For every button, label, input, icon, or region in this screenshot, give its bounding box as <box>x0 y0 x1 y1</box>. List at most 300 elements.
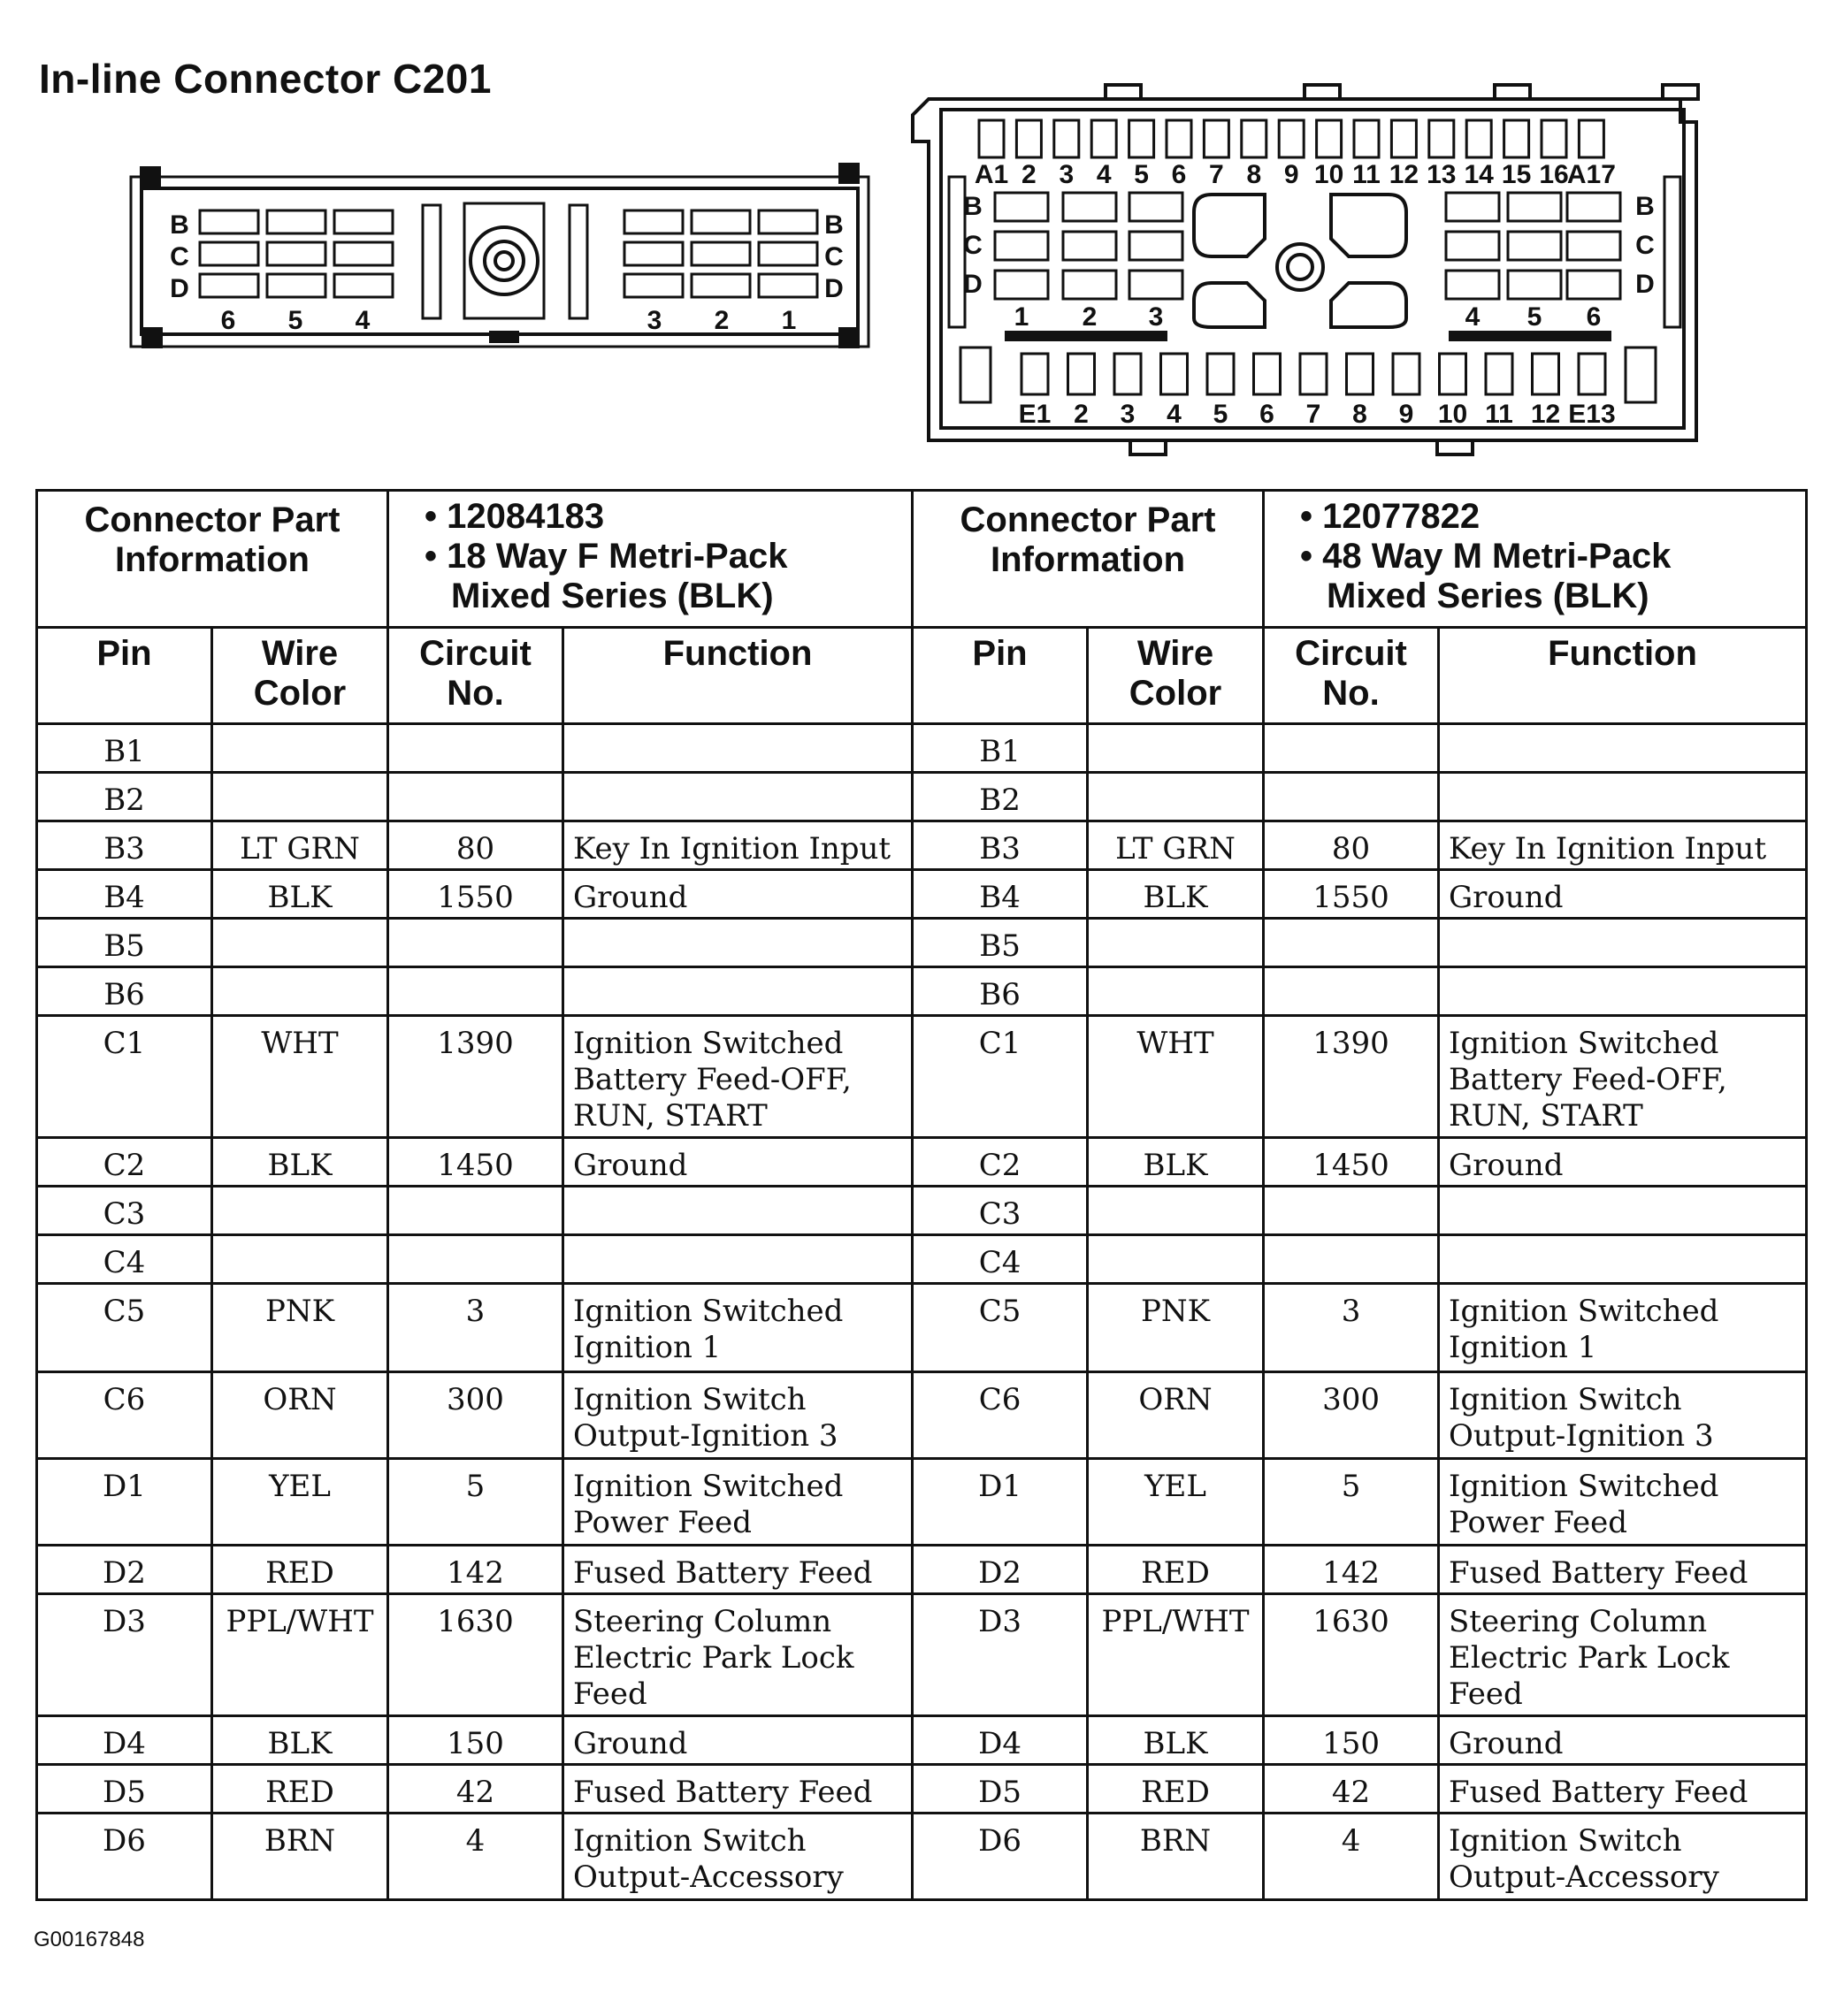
pin-cavity <box>1466 120 1491 157</box>
pin-cavity <box>334 242 393 265</box>
pin-number: 2 <box>1021 160 1037 189</box>
diagram-title: In-line Connector C201 <box>39 56 492 102</box>
center-post-housing <box>464 203 544 318</box>
pin-number: 12 <box>1530 400 1561 429</box>
connector-part-info-label: Connector Part Information <box>37 491 388 628</box>
wire-color-cell: RED <box>1088 1765 1264 1814</box>
pin-number: 6 <box>1259 400 1274 429</box>
pin-cavity <box>1063 232 1116 260</box>
side-latch <box>960 347 991 402</box>
pin-cavity <box>1446 193 1499 221</box>
pin-number: 2 <box>1082 302 1098 332</box>
wire-color-cell: RED <box>212 1765 388 1814</box>
wire-color-cell <box>1088 724 1264 773</box>
circuit-cell: 3 <box>1264 1284 1439 1372</box>
pin-cavity <box>1016 120 1041 157</box>
key-shape <box>1331 195 1406 256</box>
function-cell: Fused Battery Feed <box>1439 1765 1807 1814</box>
wire-color-cell: ORN <box>1088 1372 1264 1459</box>
function-cell: Ignition Switch Output-Accessory <box>1439 1814 1807 1900</box>
connector-pinout-table <box>35 489 1808 1901</box>
pin-cell: D3 <box>913 1594 1088 1716</box>
pin-cavity <box>1114 354 1141 394</box>
function-cell <box>563 967 913 1016</box>
pin-number: A17 <box>1566 160 1616 189</box>
pin-cavity <box>1567 232 1620 260</box>
pin-cell: D6 <box>37 1814 212 1900</box>
function-cell <box>563 919 913 967</box>
center-post-core <box>495 252 513 270</box>
table-row <box>37 1765 1807 1814</box>
center-post-inner <box>485 241 524 280</box>
row-label: D <box>1635 270 1655 299</box>
wire-color-cell <box>212 1187 388 1235</box>
connector-18-way-drawing <box>131 164 868 347</box>
circuit-cell: 150 <box>388 1716 563 1765</box>
circuit-cell <box>1264 967 1439 1016</box>
figure-id: G00167848 <box>34 1928 145 1951</box>
function-cell: Ignition Switched Ignition 1 <box>563 1284 913 1372</box>
row-label: C <box>170 242 189 271</box>
col-header-pin: Pin <box>913 628 1088 724</box>
function-cell: Key In Ignition Input <box>563 821 913 870</box>
pin-cavity <box>1542 120 1566 157</box>
pin-cavity <box>1504 120 1529 157</box>
wire-color-cell <box>1088 773 1264 821</box>
circuit-cell: 3 <box>388 1284 563 1372</box>
guide-slot <box>423 205 440 318</box>
wire-color-cell <box>212 773 388 821</box>
row-label: D <box>963 270 983 299</box>
circuit-cell <box>388 773 563 821</box>
pin-number: E13 <box>1568 400 1616 429</box>
latch <box>840 164 858 182</box>
function-cell: Steering Column Electric Park Lock Feed <box>563 1594 913 1716</box>
circuit-cell: 1630 <box>1264 1594 1439 1716</box>
table-row <box>37 1716 1807 1765</box>
pin-cell: C2 <box>37 1138 212 1187</box>
center-post <box>471 227 538 294</box>
pin-cell: C5 <box>37 1284 212 1372</box>
circuit-cell <box>1264 1187 1439 1235</box>
table-row <box>37 870 1807 919</box>
circuit-cell: 1550 <box>388 870 563 919</box>
wire-color-cell: RED <box>212 1546 388 1594</box>
table-row <box>37 724 1807 773</box>
pin-cell: B4 <box>913 870 1088 919</box>
pin-cell: D1 <box>37 1459 212 1546</box>
pin-number: 6 <box>1171 160 1187 189</box>
row-label: B <box>824 210 844 240</box>
circuit-cell: 5 <box>1264 1459 1439 1546</box>
tab <box>1106 85 1141 99</box>
function-cell: Ignition Switched Power Feed <box>563 1459 913 1546</box>
pin-number: 9 <box>1283 160 1299 189</box>
pin-number: 4 <box>1465 302 1481 332</box>
pin-cavity <box>1063 271 1116 299</box>
pin-cavity <box>1567 193 1620 221</box>
row-label: B <box>170 210 189 240</box>
pin-cell: B1 <box>37 724 212 773</box>
pin-cavity <box>1446 271 1499 299</box>
pin-cavity <box>1129 232 1182 260</box>
table-row <box>37 1138 1807 1187</box>
pin-cell: C3 <box>913 1187 1088 1235</box>
circuit-cell: 300 <box>388 1372 563 1459</box>
pin-number: 9 <box>1398 400 1414 429</box>
pin-cavity <box>1021 354 1048 394</box>
pin-number: 8 <box>1352 400 1367 429</box>
table-row <box>37 1284 1807 1372</box>
group-bar <box>1006 332 1166 340</box>
table-row <box>37 1459 1807 1546</box>
circuit-cell <box>1264 773 1439 821</box>
wire-color-cell: BLK <box>1088 870 1264 919</box>
function-cell: Ignition Switch Output-Ignition 3 <box>563 1372 913 1459</box>
circuit-cell <box>388 724 563 773</box>
table-row <box>37 919 1807 967</box>
key-shape <box>1194 195 1265 256</box>
function-cell: Ignition Switched Battery Feed-OFF, RUN, START <box>1439 1016 1807 1138</box>
pin-number: 13 <box>1427 160 1457 189</box>
row-label: B <box>1635 192 1655 221</box>
pin-cell: C5 <box>913 1284 1088 1372</box>
function-cell: Key In Ignition Input <box>1439 821 1807 870</box>
wire-color-cell: PPL/WHT <box>1088 1594 1264 1716</box>
pin-cell: C6 <box>913 1372 1088 1459</box>
pin-cavity <box>624 274 683 297</box>
circuit-cell: 4 <box>388 1814 563 1900</box>
pin-cavity <box>624 210 683 233</box>
pin-number: 5 <box>287 306 303 335</box>
pin-cavity <box>1068 354 1095 394</box>
pin-cell: B2 <box>37 773 212 821</box>
wire-color-cell: YEL <box>212 1459 388 1546</box>
wire-color-cell: BLK <box>212 870 388 919</box>
column-header-row <box>37 628 1807 724</box>
pin-cavity <box>1063 193 1116 221</box>
pin-cavity <box>1446 232 1499 260</box>
pin-number: 10 <box>1437 400 1468 429</box>
pin-cavity <box>692 242 750 265</box>
col-header-wire-color: Wire Color <box>1088 628 1264 724</box>
col-header-function: Function <box>1439 628 1807 724</box>
function-cell <box>563 1235 913 1284</box>
pin-number: 16 <box>1539 160 1569 189</box>
row-label: C <box>963 231 983 260</box>
pin-cell: D6 <box>913 1814 1088 1900</box>
pin-number: 10 <box>1313 160 1344 189</box>
pin-cavity <box>759 274 817 297</box>
pin-cavity <box>1429 120 1454 157</box>
pin-number: 7 <box>1305 400 1321 429</box>
function-cell: Ground <box>563 870 913 919</box>
pin-cavity <box>759 210 817 233</box>
pin-cell: D5 <box>37 1765 212 1814</box>
key-shape <box>1194 283 1265 327</box>
pin-number: E1 <box>1018 400 1052 429</box>
circuit-cell <box>388 967 563 1016</box>
pin-number: 14 <box>1464 160 1494 189</box>
pin-number: 5 <box>1526 302 1542 332</box>
pin-cavity <box>1167 120 1191 157</box>
wire-color-cell: BRN <box>212 1814 388 1900</box>
pin-cell: B4 <box>37 870 212 919</box>
pin-cavity <box>1129 271 1182 299</box>
pin-cavity <box>1391 120 1416 157</box>
pin-cavity <box>1508 232 1561 260</box>
wire-color-cell: PNK <box>212 1284 388 1372</box>
function-cell: Ignition Switched Ignition 1 <box>1439 1284 1807 1372</box>
row-label: D <box>824 274 844 303</box>
pin-cell: D4 <box>37 1716 212 1765</box>
table-row <box>37 1235 1807 1284</box>
circuit-cell: 1550 <box>1264 870 1439 919</box>
table-row <box>37 1546 1807 1594</box>
function-cell: Ground <box>1439 1716 1807 1765</box>
circuit-cell: 4 <box>1264 1814 1439 1900</box>
side-slot <box>1664 177 1680 327</box>
pin-cavity <box>1508 193 1561 221</box>
connector-part-info-label: Connector Part Information <box>913 491 1264 628</box>
function-cell <box>1439 724 1807 773</box>
tab <box>1305 85 1340 99</box>
pin-cavity <box>1204 120 1228 157</box>
circuit-cell: 150 <box>1264 1716 1439 1765</box>
wire-color-cell: LT GRN <box>212 821 388 870</box>
circuit-cell <box>1264 1235 1439 1284</box>
wire-color-cell: RED <box>1088 1546 1264 1594</box>
pin-cavity <box>1347 354 1373 394</box>
pin-cavity <box>624 242 683 265</box>
pin-number: A1 <box>974 160 1009 189</box>
circuit-cell: 1450 <box>1264 1138 1439 1187</box>
latch <box>143 329 161 347</box>
pin-cavity <box>1242 120 1266 157</box>
latch <box>142 168 159 186</box>
pin-number: 8 <box>1246 160 1262 189</box>
pin-number: 11 <box>1485 400 1513 429</box>
circuit-cell <box>388 1235 563 1284</box>
pin-number: 2 <box>1074 400 1089 429</box>
circuit-cell: 142 <box>388 1546 563 1594</box>
pin-number: 3 <box>647 306 662 335</box>
table-row <box>37 773 1807 821</box>
circuit-cell: 300 <box>1264 1372 1439 1459</box>
pin-cell: B3 <box>913 821 1088 870</box>
pin-cell: B3 <box>37 821 212 870</box>
pin-cavity <box>995 193 1048 221</box>
group-bar <box>1450 332 1610 340</box>
pin-cavity <box>1440 354 1466 394</box>
connector-diagrams <box>0 0 1844 486</box>
function-cell <box>1439 967 1807 1016</box>
pin-cell: D4 <box>913 1716 1088 1765</box>
pin-number: 4 <box>355 306 371 335</box>
wire-color-cell: PPL/WHT <box>212 1594 388 1716</box>
circuit-cell: 142 <box>1264 1546 1439 1594</box>
function-cell: Ground <box>563 1138 913 1187</box>
pin-cavity <box>995 271 1048 299</box>
function-cell <box>1439 919 1807 967</box>
function-cell: Ignition Switched Battery Feed-OFF, RUN, START <box>563 1016 913 1138</box>
pin-cavity <box>1300 354 1327 394</box>
pin-cell: D3 <box>37 1594 212 1716</box>
circuit-cell: 1630 <box>388 1594 563 1716</box>
function-cell: Fused Battery Feed <box>563 1765 913 1814</box>
pin-cavity <box>979 120 1004 157</box>
col-header-circuit: Circuit No. <box>388 628 563 724</box>
wire-color-cell: ORN <box>212 1372 388 1459</box>
pin-cavity <box>759 242 817 265</box>
function-cell: Ignition Switch Output-Ignition 3 <box>1439 1372 1807 1459</box>
pin-cavity <box>1579 354 1605 394</box>
pin-cavity <box>1091 120 1116 157</box>
center-post <box>1277 244 1323 290</box>
pin-cavity <box>1567 271 1620 299</box>
pin-cavity <box>1254 354 1281 394</box>
function-cell <box>563 1187 913 1235</box>
pin-number: 3 <box>1059 160 1075 189</box>
function-cell <box>563 724 913 773</box>
function-cell <box>1439 1235 1807 1284</box>
pin-number: 1 <box>781 306 797 335</box>
pin-number: 5 <box>1213 400 1228 429</box>
wire-color-cell: YEL <box>1088 1459 1264 1546</box>
pin-cavity <box>1054 120 1079 157</box>
wire-color-cell <box>212 967 388 1016</box>
pin-cavity <box>267 274 325 297</box>
pin-cell: D2 <box>37 1546 212 1594</box>
pin-cell: D5 <box>913 1765 1088 1814</box>
pin-cell: B5 <box>913 919 1088 967</box>
pin-cell: C6 <box>37 1372 212 1459</box>
pin-cavity <box>1354 120 1379 157</box>
row-label: B <box>963 192 983 221</box>
wire-color-cell: BLK <box>1088 1716 1264 1765</box>
tab <box>1663 85 1698 99</box>
pin-cavity <box>1279 120 1304 157</box>
wire-color-cell: BLK <box>212 1716 388 1765</box>
guide-slot <box>570 205 587 318</box>
pin-number: 3 <box>1120 400 1136 429</box>
pin-cavity <box>692 210 750 233</box>
table-row <box>37 1187 1807 1235</box>
part-info-header-row <box>37 491 1807 628</box>
pin-cavity <box>995 232 1048 260</box>
pin-number: 5 <box>1134 160 1149 189</box>
center-post-inner <box>1288 255 1312 279</box>
pin-cell: B6 <box>913 967 1088 1016</box>
pin-number: 3 <box>1148 302 1164 332</box>
right-part-number: • 12077822 • 48 Way M Metri-Pack Mixed Series (BLK) <box>1264 491 1807 628</box>
keyway <box>491 332 517 341</box>
pin-number: 2 <box>714 306 730 335</box>
wire-color-cell: BRN <box>1088 1814 1264 1900</box>
pin-number: 12 <box>1389 160 1419 189</box>
col-header-pin: Pin <box>37 628 212 724</box>
wire-color-cell <box>1088 967 1264 1016</box>
pin-number: 11 <box>1352 160 1381 189</box>
wire-color-cell <box>212 919 388 967</box>
wire-color-cell <box>212 1235 388 1284</box>
row-label: D <box>170 274 189 303</box>
pin-number: 4 <box>1096 160 1112 189</box>
wire-color-cell: WHT <box>1088 1016 1264 1138</box>
wire-color-cell <box>1088 919 1264 967</box>
pin-number: 4 <box>1167 400 1182 429</box>
function-cell: Fused Battery Feed <box>563 1546 913 1594</box>
circuit-cell: 1390 <box>388 1016 563 1138</box>
pin-cell: D1 <box>913 1459 1088 1546</box>
table-row <box>37 1016 1807 1138</box>
pin-number: 7 <box>1209 160 1224 189</box>
pin-cell: C1 <box>913 1016 1088 1138</box>
wire-color-cell: WHT <box>212 1016 388 1138</box>
wire-color-cell: BLK <box>212 1138 388 1187</box>
side-latch <box>1626 347 1656 402</box>
pin-cavity <box>1207 354 1234 394</box>
wire-color-cell: LT GRN <box>1088 821 1264 870</box>
circuit-cell: 42 <box>1264 1765 1439 1814</box>
function-cell <box>1439 773 1807 821</box>
pin-cavity <box>334 210 393 233</box>
circuit-cell: 42 <box>388 1765 563 1814</box>
circuit-cell: 1450 <box>388 1138 563 1187</box>
pin-number: 15 <box>1501 160 1532 189</box>
function-cell: Fused Battery Feed <box>1439 1546 1807 1594</box>
pin-cavity <box>1533 354 1559 394</box>
pin-cell: C2 <box>913 1138 1088 1187</box>
circuit-cell <box>388 1187 563 1235</box>
pin-cavity <box>692 274 750 297</box>
circuit-cell <box>1264 919 1439 967</box>
pin-cavity <box>200 242 258 265</box>
pin-cavity <box>1129 193 1182 221</box>
pin-cavity <box>200 210 258 233</box>
pin-cell: C3 <box>37 1187 212 1235</box>
pin-cavity <box>1317 120 1342 157</box>
tab <box>1495 85 1530 99</box>
function-cell: Steering Column Electric Park Lock Feed <box>1439 1594 1807 1716</box>
pin-cell: C4 <box>37 1235 212 1284</box>
pin-cavity <box>267 210 325 233</box>
pin-cavity <box>267 242 325 265</box>
circuit-cell: 80 <box>1264 821 1439 870</box>
circuit-cell <box>388 919 563 967</box>
pin-cell: B5 <box>37 919 212 967</box>
wire-color-cell <box>1088 1235 1264 1284</box>
connector-48-way-drawing <box>913 85 1698 454</box>
pin-cell: C4 <box>913 1235 1088 1284</box>
latch <box>840 329 858 347</box>
pin-cavity <box>200 274 258 297</box>
pin-cavity <box>1161 354 1188 394</box>
circuit-cell: 5 <box>388 1459 563 1546</box>
left-part-number: • 12084183 • 18 Way F Metri-Pack Mixed Series (BLK) <box>388 491 913 628</box>
wire-color-cell <box>1088 1187 1264 1235</box>
table-row <box>37 1594 1807 1716</box>
pin-number: 6 <box>1586 302 1602 332</box>
pin-cavity <box>1129 120 1154 157</box>
function-cell: Ground <box>563 1716 913 1765</box>
function-cell <box>1439 1187 1807 1235</box>
pin-cavity <box>1579 120 1603 157</box>
pin-cell: B2 <box>913 773 1088 821</box>
col-header-wire-color: Wire Color <box>212 628 388 724</box>
wire-color-cell: BLK <box>1088 1138 1264 1187</box>
function-cell: Ignition Switched Power Feed <box>1439 1459 1807 1546</box>
